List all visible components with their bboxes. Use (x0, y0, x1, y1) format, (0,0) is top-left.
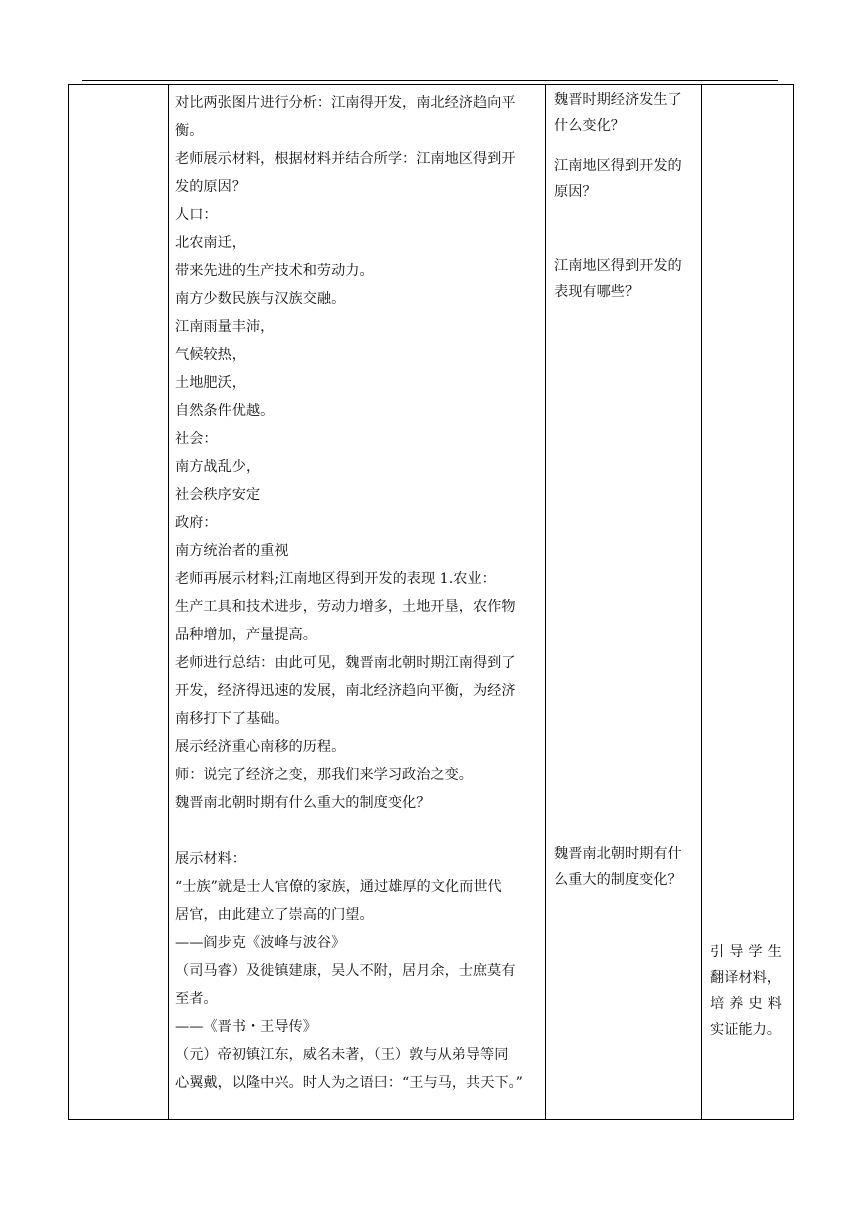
process-line: 魏晋南北朝时期有什么重大的制度变化？ (175, 795, 431, 811)
process-line: 江南雨量丰沛， (175, 319, 275, 335)
question-line: 么重大的制度变化？ (554, 872, 682, 888)
intent-line: 引导学生 (710, 944, 787, 960)
process-line: ——《晋书・王导传》 (175, 1019, 317, 1035)
process-line: 气候较热， (175, 347, 246, 363)
process-line: 师：说完了经济之变，那我们来学习政治之变。 (175, 767, 473, 783)
process-line: 政府： (175, 515, 218, 531)
question-line: 江南地区得到开发的 (554, 258, 682, 274)
question-line: 江南地区得到开发的 (554, 158, 682, 174)
process-line: 社会： (175, 431, 218, 447)
question-development-manifestation (554, 253, 695, 305)
question-line: 原因？ (554, 184, 597, 200)
process-line: “士族”就是士人官僚的家族，通过雄厚的文化而世代 (175, 879, 502, 895)
process-line: 南方统治者的重视 (175, 543, 289, 559)
process-line: 老师进行总结：由此可见，魏晋南北朝时期江南得到了 (175, 655, 516, 671)
process-line: 老师展示材料，根据材料并结合所学：江南地区得到开 (175, 151, 516, 167)
header-rule (82, 80, 778, 81)
process-line: 生产工具和技术进步，劳动力增多，土地开垦，农作物 (175, 599, 516, 615)
question-development-reason (554, 153, 695, 205)
process-line: （元）帝初镇江东，威名未著，（王）敦与从弟导等同 (175, 1047, 509, 1063)
design-intent-note (710, 939, 789, 1043)
process-line: 南移打下了基础。 (175, 711, 289, 727)
process-line: 展示经济重心南移的历程。 (175, 739, 346, 755)
process-line-blank (175, 817, 539, 845)
table-row (69, 85, 794, 1120)
process-line: （司马睿）及徙镇建康，吴人不附，居月余，士庶莫有 (175, 963, 516, 979)
student-activity-cell (546, 85, 702, 1120)
process-line: 居官，由此建立了崇高的门望。 (175, 907, 374, 923)
question-economic-change (554, 87, 695, 139)
question-line: 表现有哪些？ (554, 284, 640, 300)
process-line: 南方少数民族与汉族交融。 (175, 291, 346, 307)
stage-cell (69, 85, 169, 1120)
question-institutional-change (554, 841, 695, 893)
intent-line: 翻译材料， (710, 970, 781, 986)
process-line: 南方战乱少， (175, 459, 261, 475)
process-line: 心翼戴，以隆中兴。时人为之语曰：“王与马，共天下。” (175, 1075, 523, 1091)
process-line: 土地肥沃， (175, 375, 246, 391)
process-line: 开发，经济得迅速的发展，南北经济趋向平衡，为经济 (175, 683, 516, 699)
process-line: 衡。 (175, 123, 204, 139)
teaching-process-cell (169, 85, 546, 1120)
process-line: 品种增加，产量提高。 (175, 627, 317, 643)
lesson-plan-table (68, 84, 794, 1120)
process-line: 展示材料： (175, 851, 246, 867)
process-line: 发的原因？ (175, 179, 246, 195)
process-line: 对比两张图片进行分析：江南得开发，南北经济趋向平 (175, 95, 516, 111)
intent-line: 培养史料 (710, 996, 787, 1012)
process-line: 自然条件优越。 (175, 403, 275, 419)
intent-line: 实证能力。 (710, 1022, 781, 1038)
teaching-process-text (169, 85, 545, 1097)
process-line: ——阎步克《波峰与波谷》 (175, 935, 346, 951)
process-line: 带来先进的生产技术和劳动力。 (175, 263, 374, 279)
question-line: 魏晋时期经济发生了 (554, 92, 682, 108)
process-line: 至者。 (175, 991, 218, 1007)
question-line: 什么变化？ (554, 118, 625, 134)
process-line: 人口： (175, 207, 218, 223)
question-line: 魏晋南北朝时期有什 (554, 846, 682, 862)
process-line: 社会秩序安定 (175, 487, 261, 503)
design-intent-cell (702, 85, 794, 1120)
process-line: 北农南迁， (175, 235, 246, 251)
process-line: 老师再展示材料;江南地区得到开发的表现 1.农业： (175, 571, 496, 587)
